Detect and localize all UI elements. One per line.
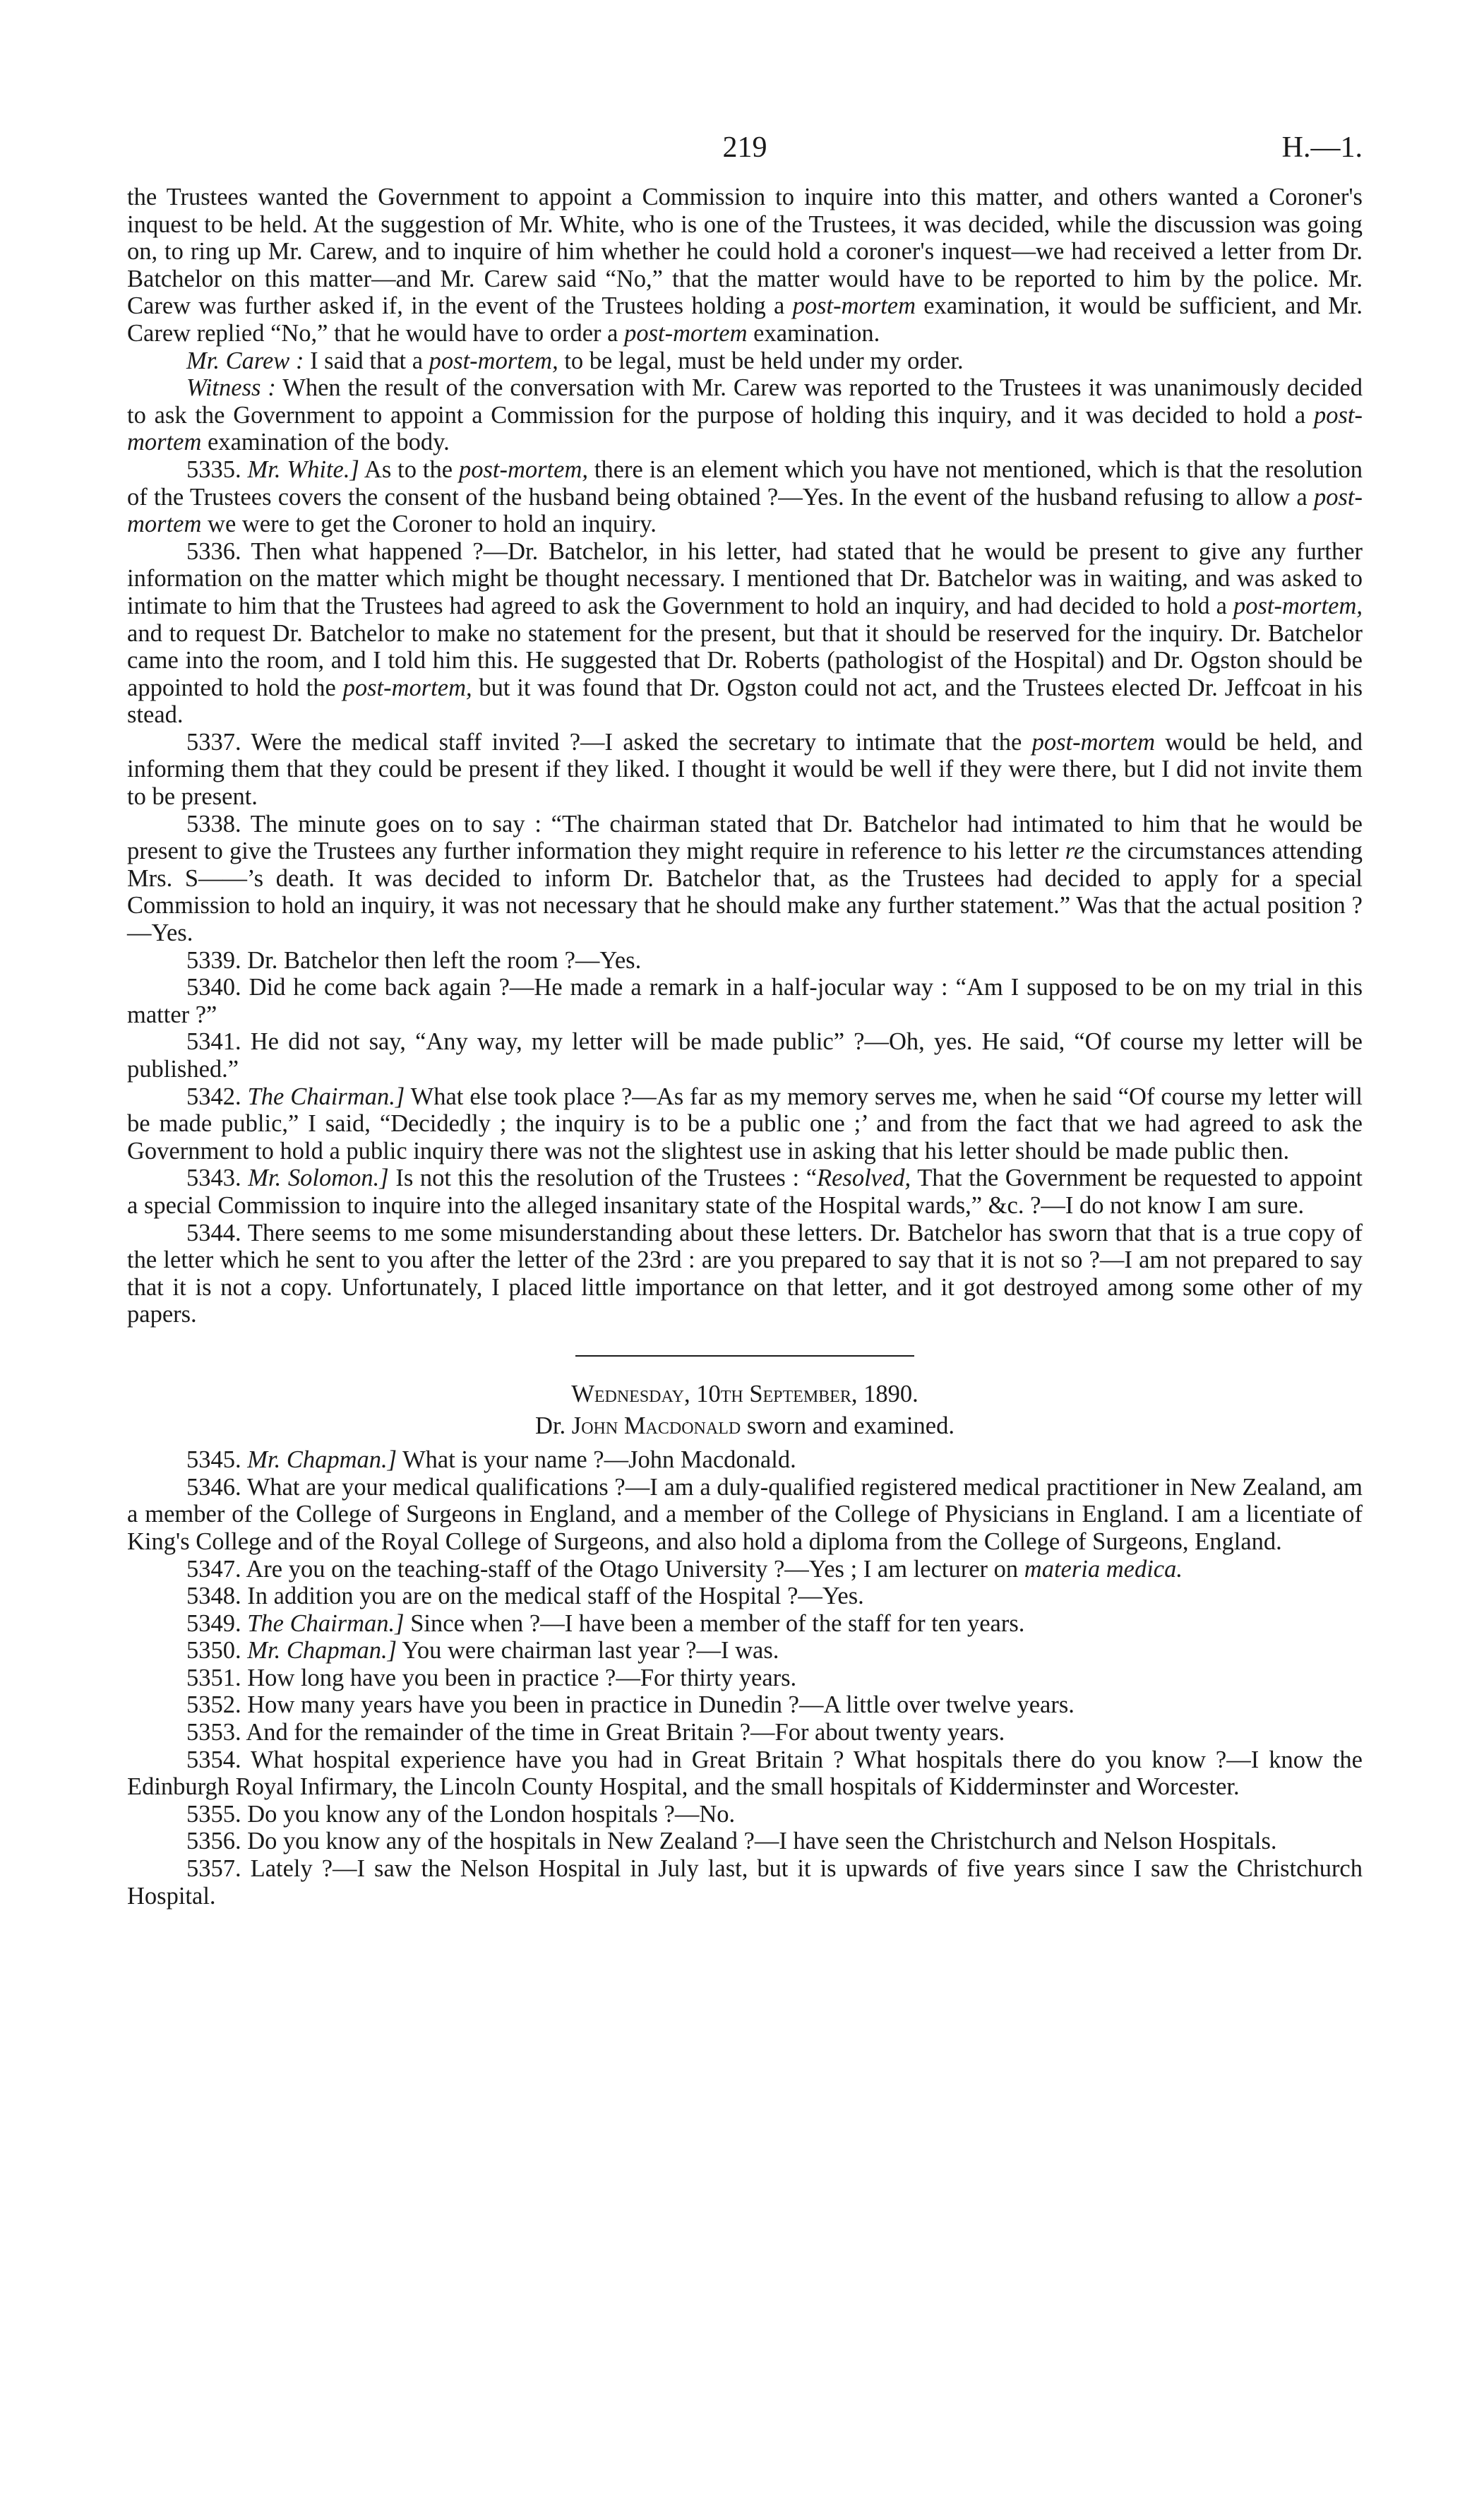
session-date-heading: Wednesday, 10th September, 1890. [571, 1380, 918, 1407]
paragraph-carew: Mr. Carew : I said that a post-mortem, to be legal, must be held under my order. [186, 347, 964, 374]
question-5347: 5347. Are you on the teaching-staff of the Otago University ?—Yes ; I am lecturer on materia medica. [186, 1555, 1183, 1583]
question-5343: 5343. Mr. Solomon.] Is not this the resolution of the Trustees : “Resolved, That the Government be requested to appoint a special Commission to inquire into the alleged insanitary state of the Hospital wards,” &c. ?—I do not know I am sure. [127, 1165, 1363, 1219]
section-divider [575, 1355, 914, 1357]
question-5336: 5336. Then what happened ?—Dr. Batchelor, in his letter, had stated that he would be present to give any further information on the matter which might be thought necessary. I mentioned that Dr. Batchelor was in waiting, and was asked to intimate to him that the Trustees had agreed to ask the Government to hold an inquiry, and had decided to hold a post-mortem, and to request Dr. Batchelor to make no statement for the present, but that it should be reserved for the inquiry. Dr. Batchelor came into the room, and I told him this. He suggested that Dr. Roberts (pathologist of the Hospital) and Dr. Ogston should be appointed to hold the post-mortem, but it was found that Dr. Ogston could not act, and the Trustees elected Dr. Jeffcoat in his stead. [127, 537, 1363, 729]
question-5353: 5353. And for the remainder of the time in Great Britain ?—For about twenty years. [186, 1719, 1005, 1746]
question-5335: 5335. Mr. White.] As to the post-mortem, there is an element which you have not mentioned, which is that the resolution of the Trustees covers the consent of the husband being obtained ?—Yes. In the event of the husband refusing to allow a post-mortem we were to get the Coroner to hold an inquiry. [127, 455, 1363, 538]
page-header [127, 131, 1363, 184]
question-5350: 5350. Mr. Chapman.] You were chairman last year ?—I was. [186, 1637, 779, 1665]
question-5354: 5354. What hospital experience have you had in Great Britain ? What hospitals there do you know ?—I know the Edinburgh Royal Infirmary, the Lincoln County Hospital, and the small hospitals of Kidderminster and Worcester. [127, 1746, 1363, 1801]
question-5341: 5341. He did not say, “Any way, my letter will be made public” ?—Oh, yes. He said, “Of course my letter will be published.” [127, 1028, 1363, 1083]
question-5355: 5355. Do you know any of the London hospitals ?—No. [186, 1800, 736, 1828]
question-5349: 5349. The Chairman.] Since when ?—I have been a member of the staff for ten years. [186, 1609, 1025, 1637]
question-5357: 5357. Lately ?—I saw the Nelson Hospital in July last, but it is upwards of five years since I saw the Christchurch Hospital. [127, 1855, 1363, 1910]
question-5337: 5337. Were the medical staff invited ?—I asked the secretary to intimate that the post-mortem would be held, and informing them that they could be present if they liked. I thought it would be well if they were there, but I did not invite them to be present. [127, 728, 1363, 811]
document-reference: H.—1. [1281, 131, 1363, 164]
paragraph-continued: the Trustees wanted the Government to appoint a Commission to inquire into this matter, and others wanted a Coroner's inquest to be held. At the suggestion of Mr. White, who is one of the Trustees, it was decided, while the discussion was going on, to ring up Mr. Carew, and to inquire of him whether he could hold a coroner's inquest—we had received a letter from Dr. Batchelor on this matter—and Mr. Carew said “No,” that the matter would have to be reported to him by the police. Mr. Carew was further asked if, in the event of the Trustees holding a post-mortem examination, it would be sufficient, and Mr. Carew replied “No,” that he would have to order a post-mortem examination. [127, 184, 1363, 347]
witness-sworn-line: Dr. John Macdonald sworn and examined. [535, 1412, 955, 1439]
witness-name: John Macdonald [571, 1412, 741, 1439]
question-5338: 5338. The minute goes on to say : “The chairman stated that Dr. Batchelor had intimated to him that he would be present to give the Trustees any further information they might require in reference to his letter re the circumstances attending Mrs. S——’s death. It was decided to inform Dr. Batchelor that, as the Trustees had decided to apply for a special Commission to hold an inquiry, it was not necessary that he should make any further statement.” Was that the actual position ?—Yes. [127, 810, 1363, 947]
question-5342: 5342. The Chairman.] What else took place ?—As far as my memory serves me, when he said “Of course my letter will be made public,” I said, “Decidedly ; the inquiry is to be a public one ;’ and from the fact that we had agreed to ask the Government to hold a public inquiry there was not the slightest use in asking that his letter should be made public then. [127, 1083, 1363, 1165]
document-page [127, 131, 1363, 2479]
paragraph-witness: Witness : When the result of the conversation with Mr. Carew was reported to the Trustees it was unanimously decided to ask the Government to appoint a Commission for the purpose of holding this inquiry, and it was decided to hold a post-mortem examination of the body. [127, 374, 1363, 456]
question-5348: 5348. In addition you are on the medical staff of the Hospital ?—Yes. [186, 1583, 864, 1610]
question-5340: 5340. Did he come back again ?—He made a remark in a half-jocular way : “Am I supposed to be on my trial in this matter ?” [127, 974, 1363, 1028]
question-5339: 5339. Dr. Batchelor then left the room ?—Yes. [186, 946, 642, 974]
question-5352: 5352. How many years have you been in practice in Dunedin ?—A little over twelve years. [186, 1691, 1075, 1719]
question-5346: 5346. What are your medical qualifications ?—I am a duly-qualified registered medical practitioner in New Zealand, am a member of the College of Surgeons in England, and a member of the College of Physicians in England. I am a licentiate of King's College and of the Royal College of Surgeons, and also hold a diploma from the College of Surgeons, England. [127, 1473, 1363, 1555]
question-5345: 5345. Mr. Chapman.] What is your name ?—John Macdonald. [186, 1446, 796, 1474]
question-5356: 5356. Do you know any of the hospitals in New Zealand ?—I have seen the Christchurch and Nelson Hospitals. [186, 1828, 1277, 1855]
page-number: 219 [722, 131, 767, 164]
question-5351: 5351. How long have you been in practice ?—For thirty years. [186, 1664, 797, 1691]
question-5344: 5344. There seems to me some misunderstanding about these letters. Dr. Batchelor has sworn that that is a true copy of the letter which he sent to you after the letter of the 23rd : are you prepared to say that it is not so ?—I am not prepared to say that it is not a copy. Unfortunately, I placed little importance on that letter, and it got destroyed among some other of my papers. [127, 1219, 1363, 1328]
